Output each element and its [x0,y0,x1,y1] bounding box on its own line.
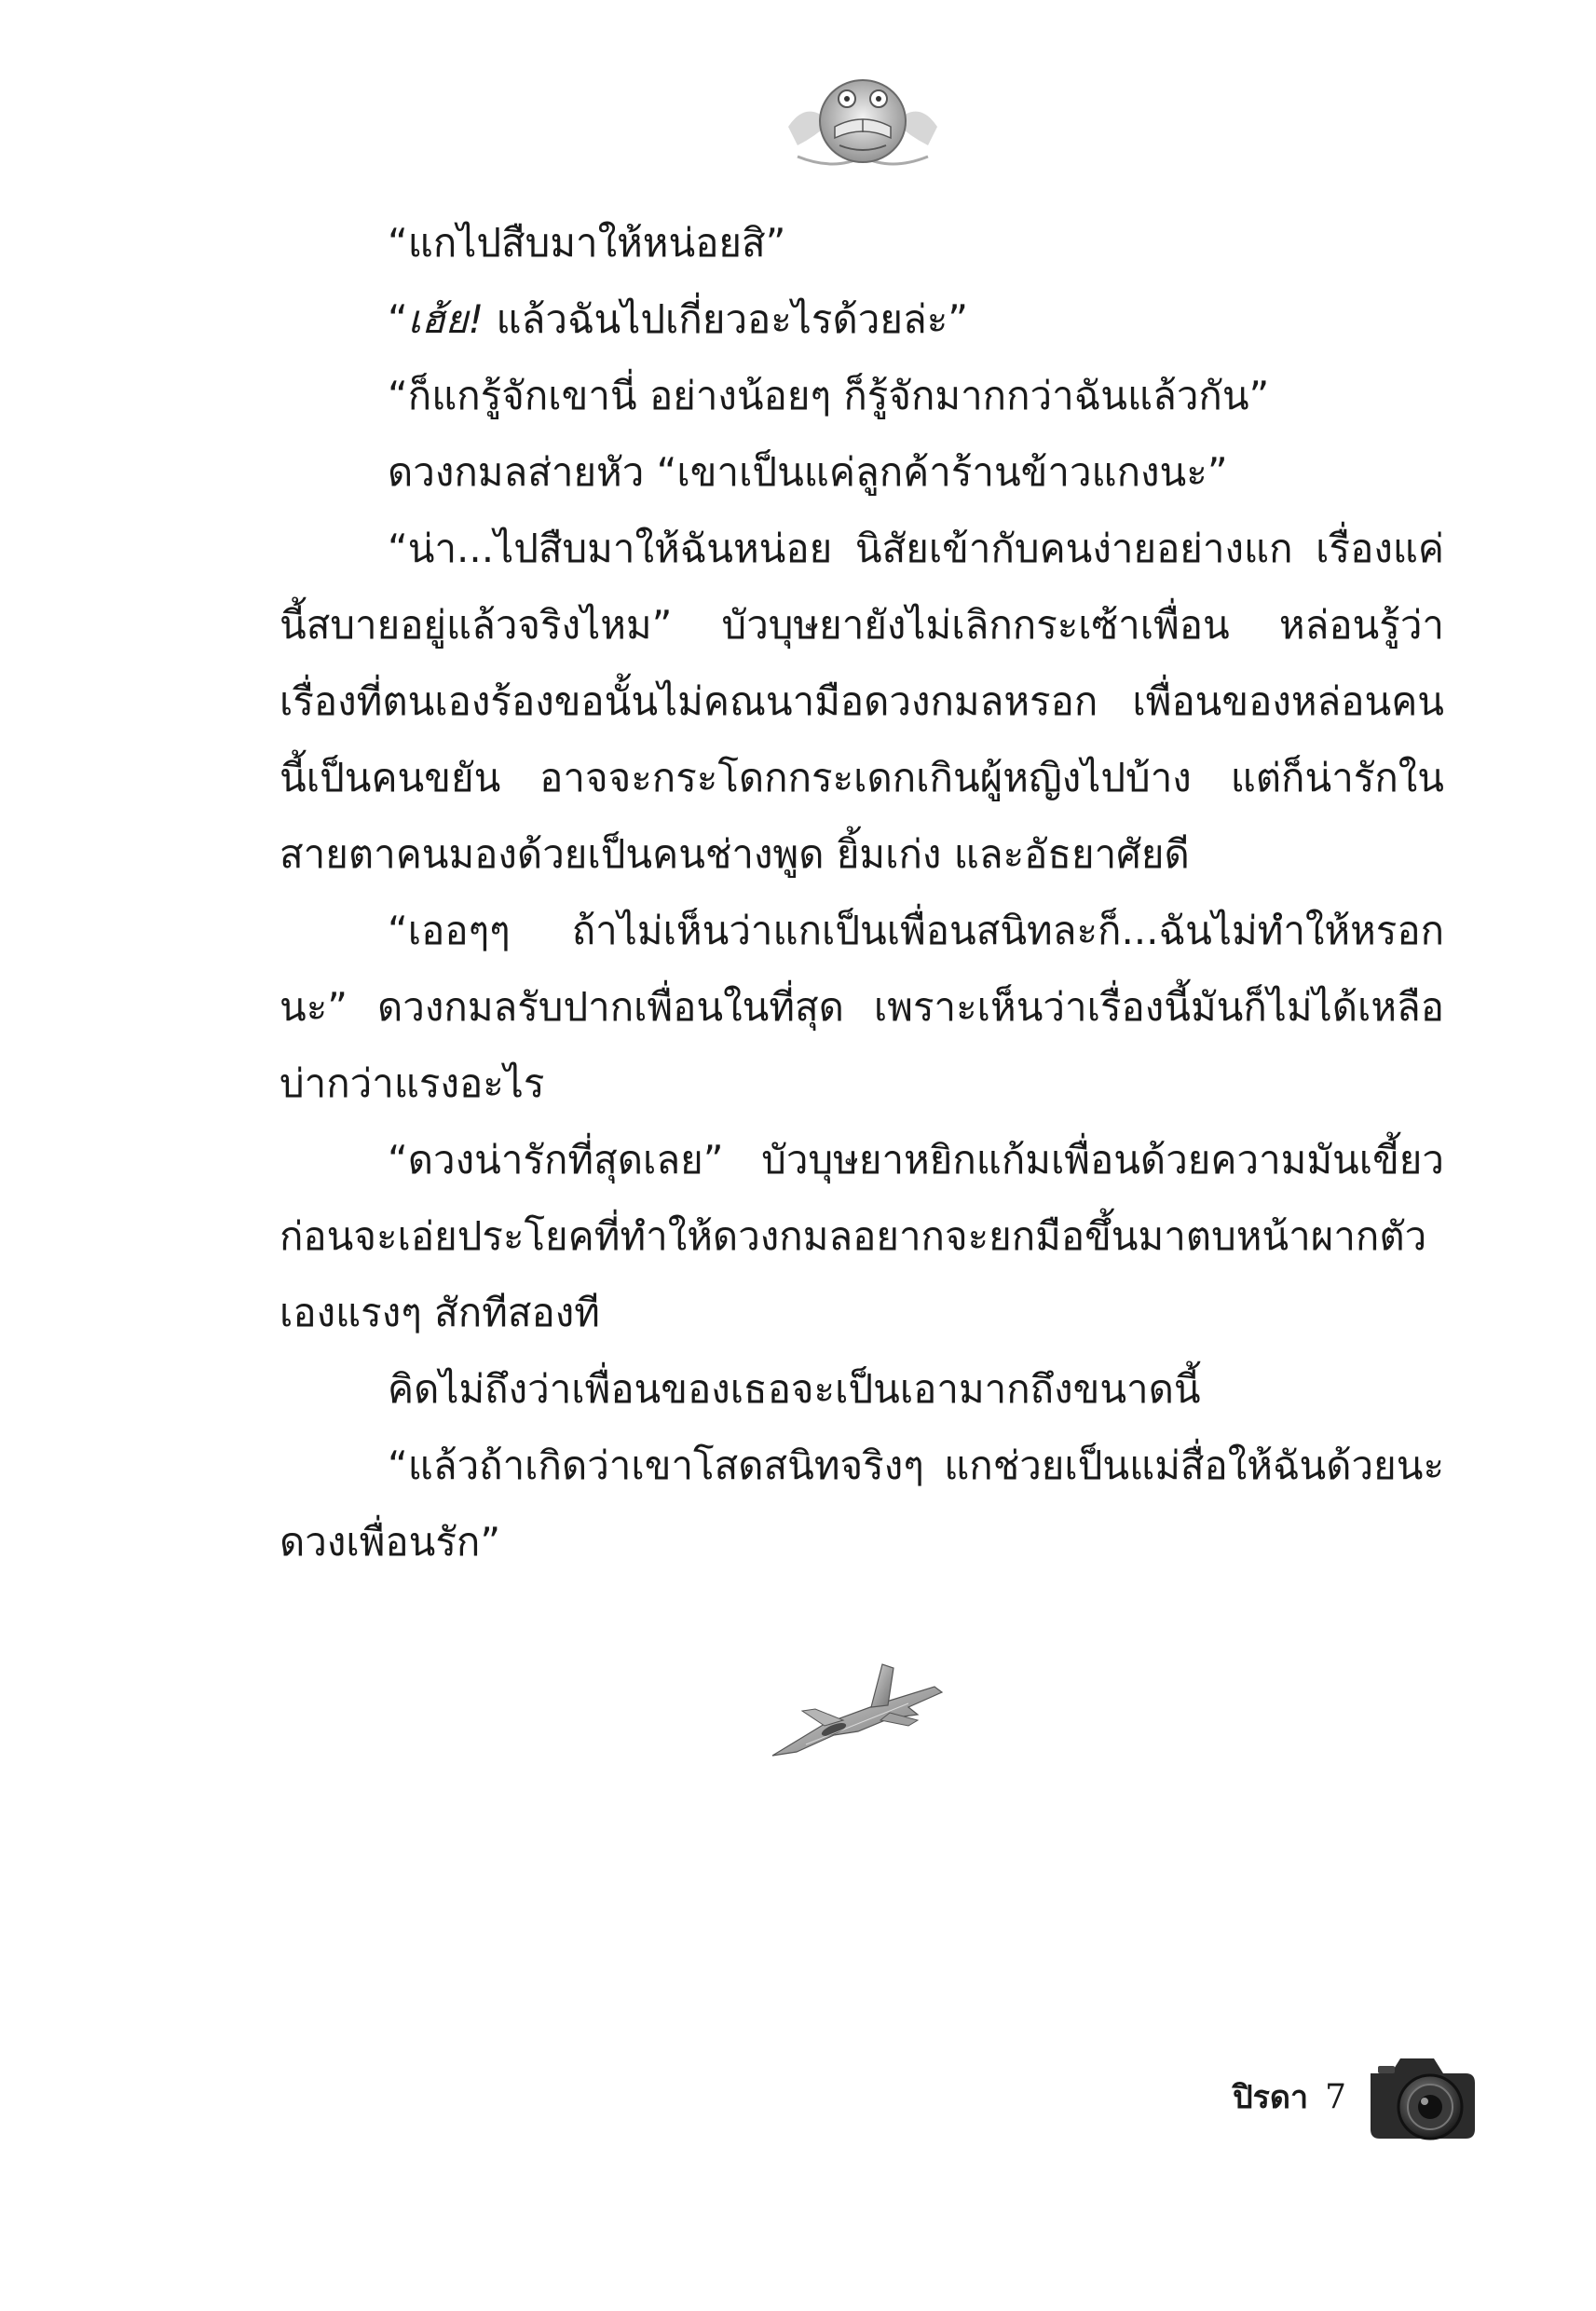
paragraph: “แกไปสืบมาให้หน่อยสิ” [388,220,786,266]
paragraph-rest: แล้วฉันไปเกี่ยวอะไรด้วยล่ะ” [484,296,969,342]
paragraph: “แล้วถ้าเกิดว่าเขาโสดสนิทจริงๆ แกช่วยเป็นแม่สื่อให้ฉันด้วยนะดวงเพื่อนรัก” [280,1443,1444,1565]
paragraph: “น่า...ไปสืบมาให้ฉันหน่อย นิสัยเข้ากับคนง่ายอย่างแก เรื่องแค่นี้สบายอยู่แล้วจริงไหม” บัวบุษยายังไม่เลิกกระเซ้าเพื่อน หล่อนรู้ว่าเรื่องที่ตนเองร้องขอนั้นไม่คณนามือดวงกมลหรอก เพื่อนของหล่อนคนนี้เป็นคนขยัน อาจจะกระโดกกระเดกเกินผู้หญิงไปบ้าง แต่ก็น่ารักในสายตาคนมองด้วยเป็นคนช่างพูด ยิ้มเก่ง และอัธยาศัยดี [280,526,1444,877]
fighter-jet-icon [769,1659,946,1761]
paragraph: “ก็แกรู้จักเขานี่ อย่างน้อยๆ ก็รู้จักมากกว่าฉันแล้วกัน” [388,373,1270,418]
paragraph: ดวงกมลส่ายหัว “เขาเป็นแค่ลูกค้าร้านข้าวแกงนะ” [388,449,1228,495]
camera-icon [1363,2045,1484,2148]
paragraph [280,281,1444,358]
book-emblem-logo [779,71,947,171]
page-footer [1233,2045,1484,2148]
quote-open: “ [388,296,408,342]
story-text [280,205,1444,1580]
author-name: ปิรดา [1233,2079,1309,2116]
paragraph: คิดไม่ถึงว่าเพื่อนของเธอจะเป็นเอามากถึงขนาดนี้ [388,1366,1201,1412]
paragraph: “ดวงน่ารักที่สุดเลย” บัวบุษยาหยิกแก้มเพื่อนด้วยความมันเขี้ยว ก่อนจะเอ่ยประโยคที่ทำให้ดวงกมลอยากจะยกมือขึ้นมาตบหน้าผากตัวเองแรงๆ สักทีสองที [280,1137,1444,1335]
paragraph: “เออๆๆ ถ้าไม่เห็นว่าแกเป็นเพื่อนสนิทละก็...ฉันไม่ทำให้หรอกนะ” ดวงกมลรับปากเพื่อนในที่สุด เพราะเห็นว่าเรื่องนี้มันก็ไม่ได้เหลือบ่ากว่าแรงอะไร [280,908,1444,1106]
exclamation: เฮ้ย! [407,296,484,342]
page-number: 7 [1325,2077,1346,2116]
